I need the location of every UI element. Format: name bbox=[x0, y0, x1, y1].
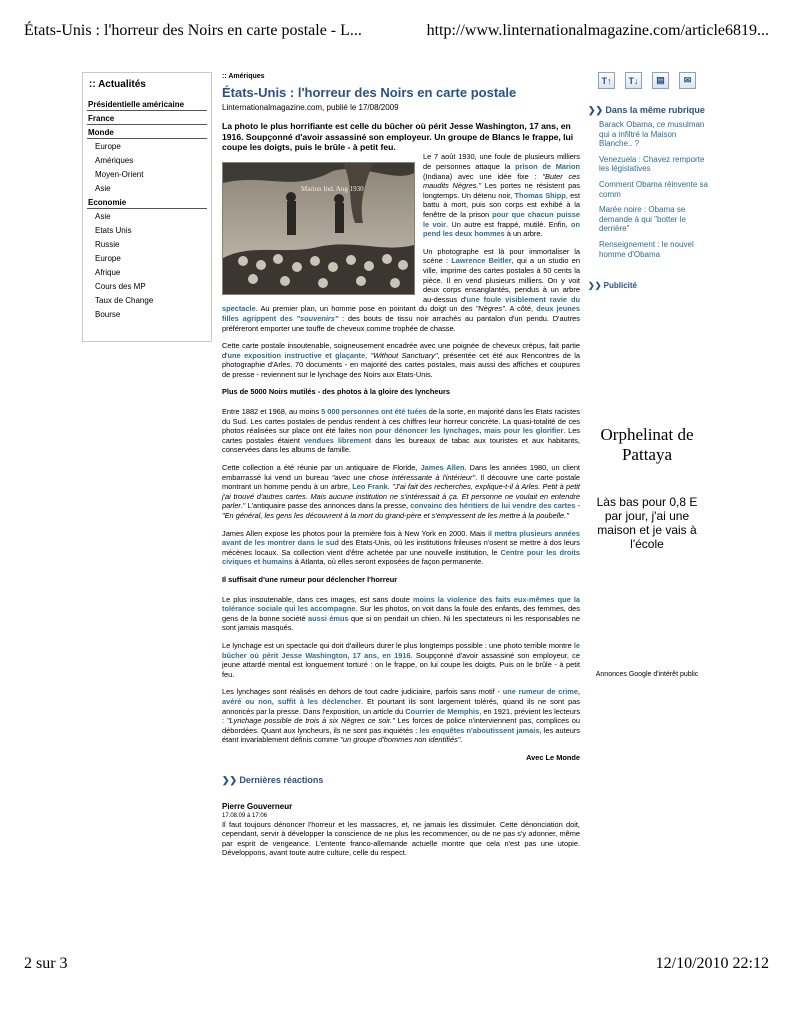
para-8: Le lynchage est un spectacle qui doit d'ailleurs durer le plus longtemps possible : une photo terrible montre le bûcher où périt Jesse Washington, 17 ans, en 1916. Soupçonné d'avoir assassiné son employeur, ce jeune attardé mental est longuement torturé : on le frappe, on lui coupe les doigts. Puis on le brûle - à petit feu. bbox=[222, 640, 580, 679]
nav-item-eco-russie[interactable]: Russie bbox=[95, 240, 120, 249]
nav-section-presidentielle[interactable]: Présidentielle américaine bbox=[87, 97, 207, 111]
nav-item-eco-afrique[interactable]: Afrique bbox=[95, 268, 121, 277]
article bbox=[222, 72, 580, 866]
photo-caption: Marion Ind. Aug 1930 bbox=[301, 185, 364, 194]
para-5: Cette collection a été réunie par un antiquaire de Floride, James Allen. Dans les années 1980, un client embarrassé lui vend un bureau "avec une chose intéressante à l'intérieur". Il découvre une carte postale montrant un homme pendu à un arbre, Leo Frank. "J'ai fait des recherches, explique-t-il à Arles. Petit à petit j'ai trouvé d'autres cartes. Mais aucune institution ne s'intéressait à ça. Et personne ne voulait en entendre parler." L'antiquaire passe des annonces dans la presse, convainc des héritiers de lui vendre des cartes - "En général, les gens les découvrent à la mort du grand-père et s'empressent de les mettre à la poubelle." bbox=[222, 463, 580, 520]
article-title: États-Unis : l'horreur des Noirs en carte postale bbox=[222, 84, 517, 100]
para-1: Le 7 août 1930, une foule de plusieurs milliers de personnes attaque la prison de Marion (Indiana) avec une idée fixe : "Buter ces maudits Nègres." Les portes ne résistent pas longtemps. Un détenu noir, Thomas Shipp, est battu à mort, puis son corps est exhibé à la fenêtre de la prison pour que chacun puisse le voir. Un autre est frappé, mutilé. Enfin, on pend les deux hommes à un arbre. bbox=[423, 152, 581, 239]
link-courrier-memphis[interactable]: Courrier de Memphis bbox=[405, 706, 480, 716]
chevron-right-icon: ❯❯ bbox=[222, 775, 238, 786]
article-meta: Linternationalmagazine.com, publié le 17/08/2009 bbox=[222, 102, 399, 112]
link-lawrence-beitler[interactable]: Lawrence Beitler bbox=[451, 256, 512, 266]
nav-item-monde-ameriques[interactable]: Amériques bbox=[95, 156, 134, 165]
nav-item-eco-etats-unis[interactable]: Etats Unis bbox=[95, 226, 132, 235]
lynching-photo bbox=[222, 162, 415, 295]
print-icon[interactable]: ▤ bbox=[652, 72, 669, 89]
rubrique-link[interactable]: Venezuela : Chavez remporte les législatives bbox=[599, 154, 705, 174]
link-jeunes-filles[interactable]: deux jeunes filles agrippent des "souvenirs" bbox=[222, 304, 580, 323]
rubrique-link[interactable]: Comment Obama réinvente sa comm bbox=[599, 179, 708, 199]
link-deux-hommes[interactable]: on pend les deux hommes bbox=[423, 219, 580, 239]
increase-font-icon[interactable]: T↑ bbox=[598, 72, 615, 89]
link-exposition[interactable]: une exposition instructive et glaçante bbox=[227, 350, 366, 360]
article-tools bbox=[588, 72, 708, 89]
link-foule-ravie[interactable]: une foule visiblement ravie du spectacle bbox=[222, 294, 580, 314]
link-5000-tuees[interactable]: 5 000 personnes ont été tuées bbox=[321, 407, 427, 417]
print-page-number: 2 sur 3 bbox=[24, 955, 68, 972]
link-heritiers[interactable]: convainc des héritiers de lui vendre des cartes bbox=[410, 501, 576, 511]
chevron-right-icon: ❯❯ bbox=[588, 105, 604, 115]
nav-item-eco-europe[interactable]: Europe bbox=[95, 254, 121, 263]
nav-item-monde-europe[interactable]: Europe bbox=[95, 142, 121, 151]
ad-block[interactable] bbox=[588, 425, 706, 551]
link-tolerance-sociale[interactable]: moins la violence des faits eux-mêmes que la tolérance sociale qui les accompagne bbox=[222, 594, 580, 614]
nav-item-eco-taux-change[interactable]: Taux de Change bbox=[95, 296, 154, 305]
link-leo-frank[interactable]: Leo Frank bbox=[352, 482, 388, 492]
sidebar-nav bbox=[82, 72, 212, 342]
rubrique-link[interactable]: Marée noire : Obama se demande à qui "botter le derrière" bbox=[599, 205, 686, 234]
para-9: Les lynchages sont réalisés en dehors de tout cadre judiciaire, parfois sans motif - une rumeur de crime, avéré ou non, suffit à les déclencher. Et pourtant ils sont largement tolérés, quand ils ne sont pas annoncés par la presse. Dans l'exposition, un article du Courrier de Memphis, en 1921, prévient les lecteurs : "Lynchage possible de trois à six Nègres ce soir." Les forces de police n'interviennent pas, complices ou débordées. Quant aux lyncheurs, ils ne sont pas inquiétés : les enquêtes n'aboutissent jamais, les auteurs étant invariablement définis comme "un groupe d'hommes non identifiés". bbox=[222, 687, 581, 745]
reaction-text: Il faut toujours dénoncer l'horreur et les massacres, et, ne jamais les dissimuler. Cette dénonciation doit, cependant, servir à développer la conscience de ne plus les recommencer, ou de ne pas s'y adonner, même par esprit de vengeance. L'entente franco-allemande actuelle montre que cela n'est pas une utopie. Développons, avant toute autre culture, celle du respect. bbox=[222, 819, 580, 858]
para-4: Entre 1882 et 1968, au moins 5 000 personnes ont été tuées de la sorte, en majorité dans les Etats racistes du Sud. Les cartes postales de pendus rendent à ces chiffres leur horreur concrète. La quasi-totalité de ces photos réalisées sur place ont été faites non pour dénoncer les lynchages, mais pour les glorifier. Les cartes postales étaient vendues librement dans les bureaux de tabac aux touristes et aux habitants, conservées dans les albums de famille. bbox=[222, 407, 581, 455]
rubrique-links bbox=[599, 120, 708, 259]
link-prison-marion[interactable]: prison de Marion bbox=[515, 162, 580, 171]
link-james-allen[interactable]: James Allen bbox=[420, 463, 465, 473]
subheading-5000: Plus de 5000 Noirs mutilés - des photos à la gloire des lyncheurs bbox=[222, 387, 450, 397]
nav-item-eco-cours-mp[interactable]: Cours des MP bbox=[95, 282, 146, 291]
nav-section-monde[interactable]: Monde bbox=[87, 125, 207, 139]
link-jesse-washington[interactable]: le bûcher où périt Jesse Washington, 17 ans, en 1916 bbox=[222, 640, 580, 660]
breadcrumb[interactable]: :: Amériques bbox=[222, 73, 265, 80]
link-vendues-librement[interactable]: vendues librement bbox=[303, 435, 372, 445]
rubrique-link[interactable]: Renseignement : le nouvel homme d'Obama bbox=[599, 239, 694, 259]
photo-image bbox=[223, 163, 414, 294]
ad-title[interactable]: Orphelinat de Pattaya bbox=[600, 425, 694, 464]
para-2: Un photographe est là pour immortaliser la scène : Lawrence Beitler, qui a un studio en ville, imprime des cartes postales à 50 cents la pièce. Il en vend plusieurs milliers. On y voit deux corps ensanglantés, pendus à un arbre au-dessus d'une foule visiblement ravie du spectacle. Au premier plan, un homme pose en pointant du doigt un des "Nègres". A côté, deux jeunes filles agrippent des "souvenirs" : des bouts de tissu noir arrachés au pantalon d'un pendu. D'autres préféreront emporter une touffe de cheveux comme trophée de chasse. bbox=[222, 246, 580, 333]
link-glorifier[interactable]: non pour dénoncer les lynchages, mais pour les glorifier bbox=[358, 426, 564, 436]
print-url: http://www.linternationalmagazine.com/article6819... bbox=[426, 22, 769, 39]
nav-section-economie[interactable]: Economie bbox=[87, 195, 207, 209]
link-enquetes[interactable]: les enquêtes n'aboutissent jamais bbox=[419, 725, 540, 735]
rubrique-link[interactable]: Barack Obama, ce musulman qui a infiltré la Maison Blanche.. ? bbox=[599, 120, 705, 149]
ad-body[interactable]: Làs bas pour 0,8 E par jour, j'ai une maison et je vais à l'école bbox=[596, 495, 698, 551]
reaction-date: 17.08.09 à 17:06 bbox=[222, 812, 268, 819]
email-icon[interactable]: ✉ bbox=[679, 72, 696, 89]
article-lead: La photo le plus horrifiante est celle du bûcher où périt Jesse Washington, 17 ans, en 1916. Soupçonné d'avoir assassiné son employeur. Un groupe de Blancs le frappe, lui coupe les doigts, puis le brûle - à petit feu. bbox=[222, 121, 574, 152]
right-column bbox=[588, 72, 708, 678]
link-rumeur-crime[interactable]: une rumeur de crime, avéré ou non, suffit à les déclencher bbox=[222, 687, 580, 706]
link-centre-droits[interactable]: Centre pour les droits civiques et humains bbox=[222, 547, 581, 567]
reactions-heading[interactable]: ❯❯ Dernières réactions bbox=[222, 775, 324, 786]
nav-section-france[interactable]: France bbox=[87, 111, 207, 125]
rubrique-heading: ❯❯ Dans la même rubrique bbox=[588, 105, 705, 115]
nav-item-eco-bourse[interactable]: Bourse bbox=[95, 310, 121, 319]
para-7: Le plus insoutenable, dans ces images, est sans doute moins la violence des faits eux-mêmes que la tolérance sociale qui les accompagne. Sur les photos, on voit dans la foule des enfants, des femmes, des gens de la bonne société aussi émus que si on pendait un chien. Ni les spectateurs ni les responsables ne sont jamais masqués. bbox=[222, 594, 580, 633]
nav-title: :: Actualités bbox=[89, 79, 146, 90]
para-6: James Allen expose les photos pour la première fois à New York en 2000. Mais il mettra plusieurs années avant de les montrer dans le sud des Etats-Unis, où les institutions frileuses n'osent se mettre à dos leurs mécènes locaux. Sa collection vient d'être achetée par une nouvelle institution, le Centre pour les droits civiques et humains à Atlanta, où elles seront exposées de façon permanente. bbox=[222, 528, 581, 567]
print-page-title: États-Unis : l'horreur des Noirs en carte postale - L... bbox=[24, 22, 362, 39]
print-datetime: 12/10/2010 22:12 bbox=[655, 955, 769, 972]
link-thomas-shipp[interactable]: Thomas Shipp bbox=[514, 190, 566, 200]
link-chacun-voir[interactable]: pour que chacun puisse le voir bbox=[423, 209, 581, 229]
article-signature: Avec Le Monde bbox=[526, 752, 580, 762]
chevron-right-icon: ❯❯ bbox=[588, 281, 602, 290]
para-3: Cette carte postale insoutenable, soigneusement encadrée avec une poignée de cheveux crépus, fait partie d'une exposition instructive et glaçante, "Without Sanctuary", présentée cet été aux Rencontres de la photographie d'Arles. 70 documents - en majorité des cartes postales, mais aussi des affiches et coupures de presse - reviennent sur le lynchage des Noirs aux Etats-Unis. bbox=[222, 341, 580, 379]
nav-item-eco-asie[interactable]: Asie bbox=[95, 212, 111, 221]
link-sud[interactable]: il mettra plusieurs années avant de les montrer dans le sud bbox=[222, 528, 581, 548]
link-aussi-emus[interactable]: aussi émus bbox=[308, 613, 349, 623]
nav-item-monde-moyen-orient[interactable]: Moyen-Orient bbox=[95, 170, 144, 179]
subheading-rumeur: Il suffisait d'une rumeur pour déclencher l'horreur bbox=[222, 574, 398, 584]
decrease-font-icon[interactable]: T↓ bbox=[625, 72, 642, 89]
nav-item-monde-asie[interactable]: Asie bbox=[95, 184, 111, 193]
reaction-author: Pierre Gouverneur bbox=[222, 802, 293, 812]
publicite-heading: ❯❯ Publicité bbox=[588, 281, 637, 290]
google-ads-label[interactable]: Annonces Google d'intérêt public bbox=[595, 671, 699, 678]
